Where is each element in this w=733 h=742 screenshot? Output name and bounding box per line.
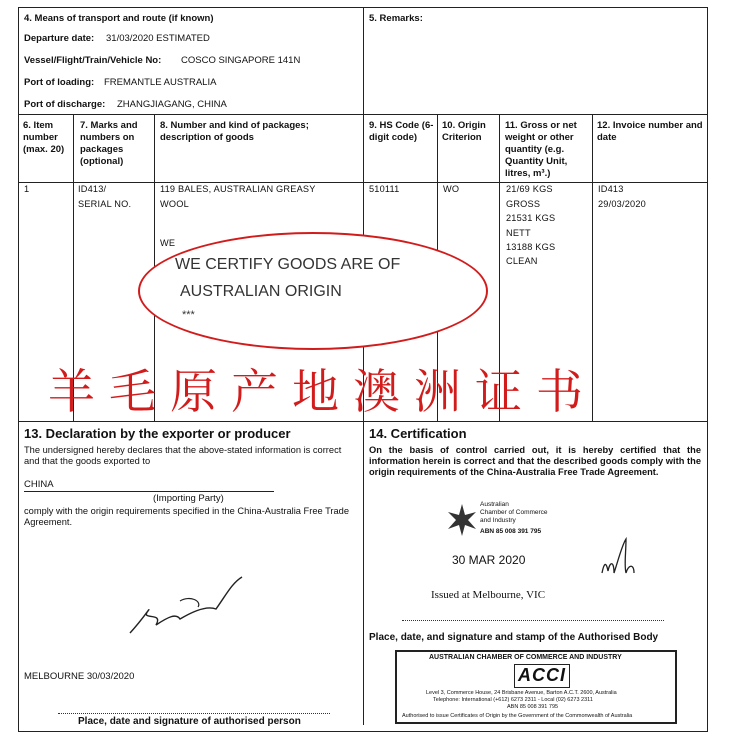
marks-line-2: SERIAL NO.	[78, 199, 132, 209]
vessel-value: COSCO SINGAPORE 141N	[181, 55, 301, 66]
chamber-name-2: Chamber of Commerce	[480, 509, 548, 516]
discharge-value: ZHANGJIAGANG, CHINA	[117, 99, 227, 110]
col-header-quantity: 11. Gross or net weight or other quantity (e.g. Quantity Unit, litres, m³.)	[505, 120, 577, 179]
importing-country: CHINA	[24, 479, 54, 490]
col-header-hs-code: 9. HS Code (6-digit code)	[369, 120, 434, 143]
chamber-abn: ABN 85 008 391 795	[480, 528, 542, 535]
quantity-line-5: 13188 KGS	[506, 242, 556, 252]
exporter-signature-line	[58, 713, 330, 714]
box13-compliance-text: comply with the origin requirements specified in the China-Australia Free Trade Agreement.	[24, 506, 350, 528]
box5-heading: 5. Remarks:	[369, 13, 423, 24]
acci-logo: ACCI	[514, 664, 570, 688]
exporter-place-date: MELBOURNE 30/03/2020	[24, 671, 135, 682]
box14-footer: Place, date, and signature and stamp of the Authorised Body	[369, 632, 659, 643]
box13-footer: Place, date and signature of authorised person	[78, 716, 301, 727]
quantity-line-3: 21531 KGS	[506, 213, 556, 223]
box14-certification-text: On the basis of control carried out, it is hereby certified that the information herein is correct and that the described goods comply with the origin requirements of the China-Australia Free Trade Agreement.	[369, 445, 701, 478]
vessel-label: Vessel/Flight/Train/Vehicle No:	[24, 55, 162, 66]
chinese-title-overlay: 羊毛原产地澳洲证书	[48, 365, 597, 420]
seal-phone: Telephone: International (+612) 6273 2311 - Local (02) 6273 2311	[433, 697, 593, 703]
seal-abn: ABN 85 008 391 795	[507, 704, 559, 710]
description-line-2: WOOL	[160, 199, 189, 209]
col-header-marks: 7. Marks and numbers on packages (optional)	[80, 120, 138, 167]
item-number: 1	[24, 184, 30, 194]
discharge-label: Port of discharge:	[24, 99, 106, 110]
col-header-origin-criterion: 10. Origin Criterion	[442, 120, 486, 143]
exporter-signature	[120, 575, 250, 640]
departure-value: 31/03/2020 ESTIMATED	[106, 33, 210, 44]
col-header-item-number: 6. Item number (max. 20)	[23, 120, 65, 155]
stamp-line-1: WE CERTIFY GOODS ARE OF	[175, 256, 401, 273]
quantity-line-6: CLEAN	[506, 256, 538, 266]
chamber-name-3: and Industry	[480, 517, 516, 524]
invoice-date: 29/03/2020	[598, 199, 646, 209]
issued-at: Issued at Melbourne, VIC	[431, 589, 546, 601]
box13-declaration-text: The undersigned hereby declares that the above-stated information is correct and that the goods exported to	[24, 445, 342, 467]
importing-party-label: (Importing Party)	[153, 493, 224, 504]
hs-code-value: 510111	[369, 184, 400, 194]
col-header-invoice: 12. Invoice number and date	[597, 120, 703, 143]
quantity-line-4: NETT	[506, 228, 531, 238]
chamber-star-icon	[445, 503, 479, 537]
certification-date: 30 MAR 2020	[452, 553, 526, 567]
description-partial: WE	[160, 238, 176, 248]
box14-heading: 14. Certification	[369, 426, 467, 441]
chamber-name-1: Australian	[480, 501, 509, 508]
stamp-line-2: AUSTRALIAN ORIGIN	[180, 283, 342, 300]
importing-party-line	[24, 491, 274, 492]
quantity-line-2: GROSS	[506, 199, 541, 209]
departure-label: Departure date:	[24, 33, 95, 44]
quantity-line-1: 21/69 KGS	[506, 184, 553, 194]
certifier-signature	[598, 535, 640, 580]
origin-criterion-value: WO	[443, 184, 460, 194]
box13-heading: 13. Declaration by the exporter or producer	[24, 426, 291, 441]
loading-label: Port of loading:	[24, 77, 95, 88]
seal-title: AUSTRALIAN CHAMBER OF COMMERCE AND INDUSTRY	[429, 654, 622, 661]
box4-heading: 4. Means of transport and route (if known)	[24, 13, 214, 24]
invoice-number: ID413	[598, 184, 624, 194]
certifier-signature-line	[402, 620, 664, 621]
seal-address: Level 3, Commerce House, 24 Brisbane Avenue, Barton A.C.T. 2600, Australia	[426, 690, 617, 696]
seal-footer: Authorised to issue Certificates of Origin by the Government of the Commonwealth of Australia	[402, 713, 633, 719]
divider-box4-box5	[363, 7, 364, 114]
stamp-stars: ***	[182, 309, 195, 321]
marks-line-1: ID413/	[78, 184, 107, 194]
col-header-description: 8. Number and kind of packages; description of goods	[160, 120, 309, 143]
description-line-1: 119 BALES, AUSTRALIAN GREASY	[160, 184, 316, 194]
loading-value: FREMANTLE AUSTRALIA	[104, 77, 217, 88]
